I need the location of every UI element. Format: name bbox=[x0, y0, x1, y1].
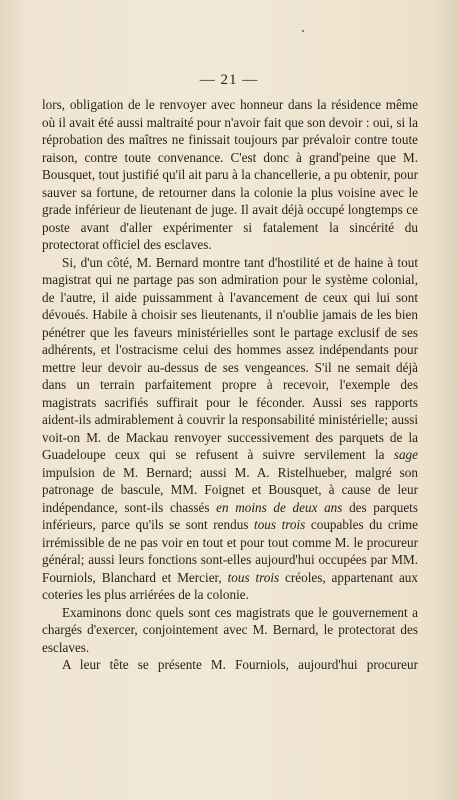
italic-text: sage bbox=[393, 447, 418, 462]
italic-text: en moins de deux ans bbox=[216, 499, 343, 515]
text-segment: Si, d'un côté, M. Bernard montre tant d'hostilité et de haine à tout magistrat qui ne partage pas son admiration pour le système colonial, de l'autre, il aide puissamment à l'avancement de ceux qui lui sont dévoués. Habile à choisir ses lieutenants, il n'oublie jamais de les bien pénétrer que les faveurs ministérielles sont le partage exclusif de ses adhérents, et l'ostracisme celui des hommes assez indépendants pour mettre leur devoir au-dessus de ses vengeances. S'il ne semait déjà dans un terrain parfaitement propre à recevoir, l'exemple des magistrats sacrifiés suffirait pour le féconder. Aussi ses rapports aident-ils admirablement à couvrir la responsabilité ministérielle; aussi voit-on M. de Mackau renvoyer successivement des parquets de la Guadeloupe ceux qui se refusent à suivre servilement la bbox=[42, 254, 418, 462]
text-segment: créoles, appartenant aux coteries les plus arriérées de la colonie. bbox=[42, 569, 418, 602]
paragraph bbox=[42, 604, 418, 657]
text-segment: impulsion de M. Bernard; aussi M. A. Ristelhueber, malgré son patronage de bascule, MM. Foignet et Bousquet, à cause de leur indépendance, sont-ils chassés bbox=[42, 464, 418, 515]
italic-text: tous trois bbox=[227, 569, 280, 585]
page-number: — 21 — bbox=[199, 72, 259, 88]
paragraph bbox=[42, 96, 418, 254]
text-segment: Examinons donc quels sont ces magistrats que le gouvernement a chargés d'exercer, conjointement avec M. Bernard, le protectorat des esclaves. bbox=[42, 604, 418, 655]
text-segment: des parquets inférieurs, parce qu'ils se sont rendus bbox=[42, 499, 418, 532]
text-segment: lors, obligation de le renvoyer avec honneur dans la résidence même où il avait été aussi maltraité pour n'avoir fait que son devoir : oui, si la réprobation des maîtres ne finissait toujours par prévaloir contre toute raison, contre toute convenance. C'est donc à grand'peine que M. Bousquet, tout justifié qu'il ait paru à la chancellerie, a pu obtenir, pour sauver sa fortune, de retourner dans la colonie la plus voisine avec le grade inférieur de lieutenant de juge. Il avait déjà occupé longtemps ce poste avant d'aller expérimenter si fatalement la sincérité du protectorat officiel des esclaves. bbox=[42, 97, 418, 252]
paper-speck bbox=[302, 30, 304, 32]
text-segment: A leur tête se présente M. Fourniols, aujourd'hui procureur bbox=[62, 657, 418, 672]
italic-text: tous trois bbox=[254, 517, 306, 532]
body-text bbox=[42, 96, 418, 674]
text-segment: coupables du crime irrémissible de ne pas voir en tout et pour tout comme M. le procureur général; aussi leurs fonctions sont-elles aujourd'hui occupées par MM. Fourniols, Blanchard et Mercier, bbox=[42, 517, 418, 585]
paragraph bbox=[42, 254, 418, 604]
paragraph bbox=[42, 656, 418, 674]
